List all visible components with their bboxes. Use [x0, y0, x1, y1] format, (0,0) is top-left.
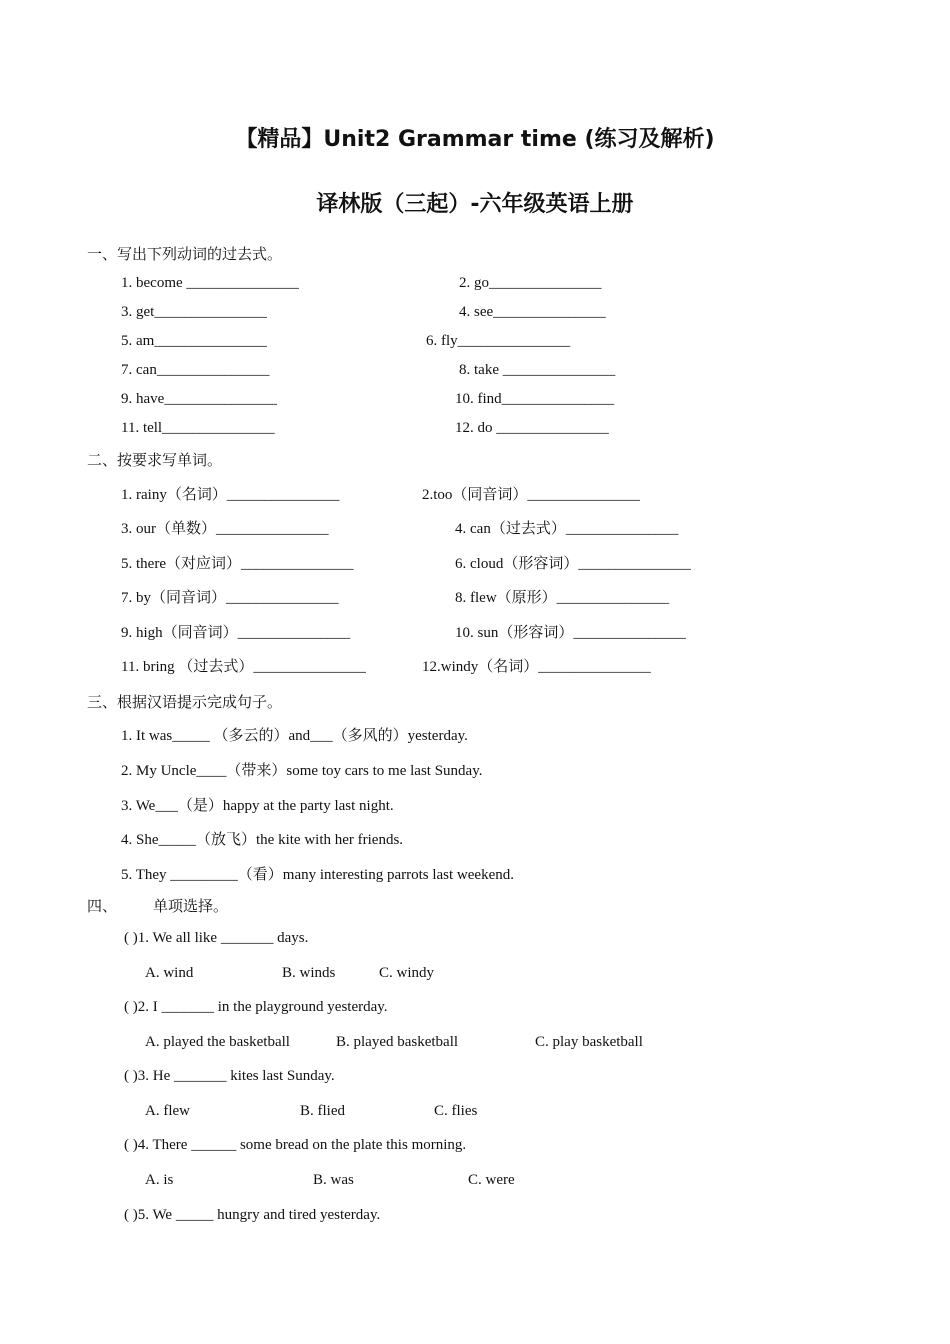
s1-item-12: 12. do _______________ — [455, 420, 609, 436]
s2-item-9: 9. high（同音词）_______________ — [121, 625, 351, 641]
s2-item-1: 1. rainy（名词）_______________ — [121, 487, 340, 503]
q2-option-b: B. played basketball — [336, 1034, 459, 1050]
s3-item-5: 5. They _________（看）many interesting parrots last weekend. — [121, 867, 514, 883]
s2-item-6: 6. cloud（形容词）_______________ — [455, 556, 691, 572]
s2-item-4: 4. can（过去式）_______________ — [455, 521, 679, 537]
s2-item-5: 5. there（对应词）_______________ — [121, 556, 354, 572]
q4-stem: ( )4. There ______ some bread on the plate this morning. — [124, 1137, 467, 1153]
q3-option-a: A. flew — [145, 1103, 190, 1119]
q3-stem: ( )3. He _______ kites last Sunday. — [124, 1068, 335, 1084]
page-subtitle: 译林版（三起）-六年级英语上册 — [316, 192, 634, 217]
s1-item-2: 2. go_______________ — [459, 275, 602, 291]
s1-item-5: 5. am_______________ — [121, 333, 267, 349]
s1-item-9: 9. have_______________ — [121, 391, 277, 407]
s1-item-1: 1. become _______________ — [121, 275, 299, 291]
s1-item-6: 6. fly_______________ — [426, 333, 571, 349]
q2-stem: ( )2. I _______ in the playground yesterday. — [124, 999, 388, 1015]
q1-option-c: C. windy — [379, 965, 435, 981]
s3-item-4: 4. She_____（放飞）the kite with her friends. — [121, 832, 404, 848]
s3-item-1: 1. It was_____ （多云的）and___（多风的）yesterday. — [121, 728, 468, 744]
section4-heading-num: 四、 — [87, 897, 118, 915]
s1-item-4: 4. see_______________ — [459, 304, 606, 320]
s3-item-3: 3. We___（是）happy at the party last night. — [121, 798, 394, 814]
section2-heading: 二、按要求写单词。 — [87, 451, 223, 469]
section1-heading: 一、写出下列动词的过去式。 — [87, 245, 283, 263]
s1-item-3: 3. get_______________ — [121, 304, 267, 320]
q3-option-c: C. flies — [434, 1103, 478, 1119]
s2-item-12: 12.windy（名词）_______________ — [422, 659, 651, 675]
q3-option-b: B. flied — [300, 1103, 345, 1119]
q1-option-b: B. winds — [282, 965, 336, 981]
s2-item-10: 10. sun（形容词）_______________ — [455, 625, 686, 641]
q4-option-b: B. was — [313, 1172, 354, 1188]
q4-option-a: A. is — [145, 1172, 174, 1188]
s2-item-3: 3. our（单数）_______________ — [121, 521, 329, 537]
q5-stem: ( )5. We _____ hungry and tired yesterday. — [124, 1207, 381, 1223]
s2-item-7: 7. by（同音词）_______________ — [121, 590, 339, 606]
q2-option-c: C. play basketball — [535, 1034, 643, 1050]
s1-item-7: 7. can_______________ — [121, 362, 270, 378]
s2-item-2: 2.too（同音词）_______________ — [422, 487, 640, 503]
s3-item-2: 2. My Uncle____（带来）some toy cars to me last Sunday. — [121, 763, 483, 779]
s1-item-8: 8. take _______________ — [459, 362, 616, 378]
page-title: 【精品】Unit2 Grammar time (练习及解析) — [235, 127, 715, 152]
s1-item-10: 10. find_______________ — [455, 391, 615, 407]
s2-item-8: 8. flew（原形）_______________ — [455, 590, 670, 606]
s1-item-11: 11. tell_______________ — [121, 420, 275, 436]
q4-option-c: C. were — [468, 1172, 515, 1188]
q2-option-a: A. played the basketball — [145, 1034, 290, 1050]
q1-stem: ( )1. We all like _______ days. — [124, 930, 309, 946]
q1-option-a: A. wind — [145, 965, 194, 981]
section4-heading: 单项选择。 — [153, 897, 229, 915]
s2-item-11: 11. bring （过去式）_______________ — [121, 659, 366, 675]
section3-heading: 三、根据汉语提示完成句子。 — [87, 693, 283, 711]
